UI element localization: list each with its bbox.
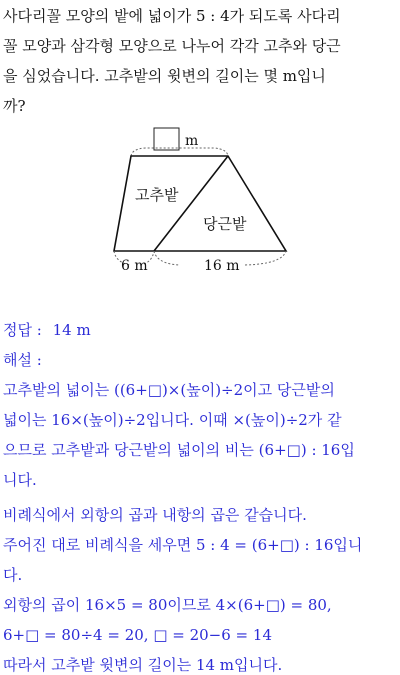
- explanation-line-3: 으므로 고추밭과 당근밭의 넓이의 비는 (6+□) : 16입: [3, 441, 355, 459]
- explanation-label: 해설 :: [3, 351, 42, 369]
- region-carrot-label: 당근밭: [203, 215, 247, 233]
- bottom-right-label: 16 m: [204, 258, 240, 274]
- question-line-2: 꼴 모양과 삼각형 모양으로 나누어 각각 고추와 당근: [3, 37, 341, 55]
- answer-row: [3, 320, 91, 340]
- question-line-1: 사다리꼴 모양의 밭에 넓이가 5 : 4가 되도록 사다리: [3, 7, 341, 25]
- trapezoid-figure: [0, 120, 400, 280]
- explanation-line-5: 비례식에서 외항의 곱과 내항의 곱은 같습니다.: [3, 506, 307, 524]
- question-line-4: 까?: [3, 97, 26, 115]
- region-pepper-label: 고추밭: [135, 186, 179, 204]
- answer-blank-box: [154, 128, 179, 150]
- explanation-line-8: 외항의 곱이 16×5 = 80이므로 4×(6+□) = 80,: [3, 596, 332, 614]
- answer-label: 정답 :: [3, 321, 42, 339]
- explanation-line-6: 주어진 대로 비례식을 세우면 5 : 4 = (6+□) : 16입니: [3, 536, 363, 554]
- bottom-left-label: 6 m: [121, 258, 148, 274]
- explanation-line-4: 니다.: [3, 471, 37, 489]
- explanation-line-10: 따라서 고추밭 윗변의 길이는 14 m입니다.: [3, 656, 283, 674]
- question-line-3: 을 심었습니다. 고추밭의 윗변의 길이는 몇 m입니: [3, 67, 326, 85]
- explanation-line-1: 고추밭의 넓이는 ((6+□)×(높이)÷2이고 당근밭의: [3, 381, 335, 399]
- explanation-line-2: 넓이는 16×(높이)÷2입니다. 이때 ×(높이)÷2가 같: [3, 411, 342, 429]
- answer-value: 14 m: [52, 321, 91, 339]
- explanation-line-7: 다.: [3, 566, 23, 584]
- explanation-line-9: 6+□ = 80÷4 = 20, □ = 20−6 = 14: [3, 626, 272, 644]
- top-unit-label: m: [185, 133, 199, 149]
